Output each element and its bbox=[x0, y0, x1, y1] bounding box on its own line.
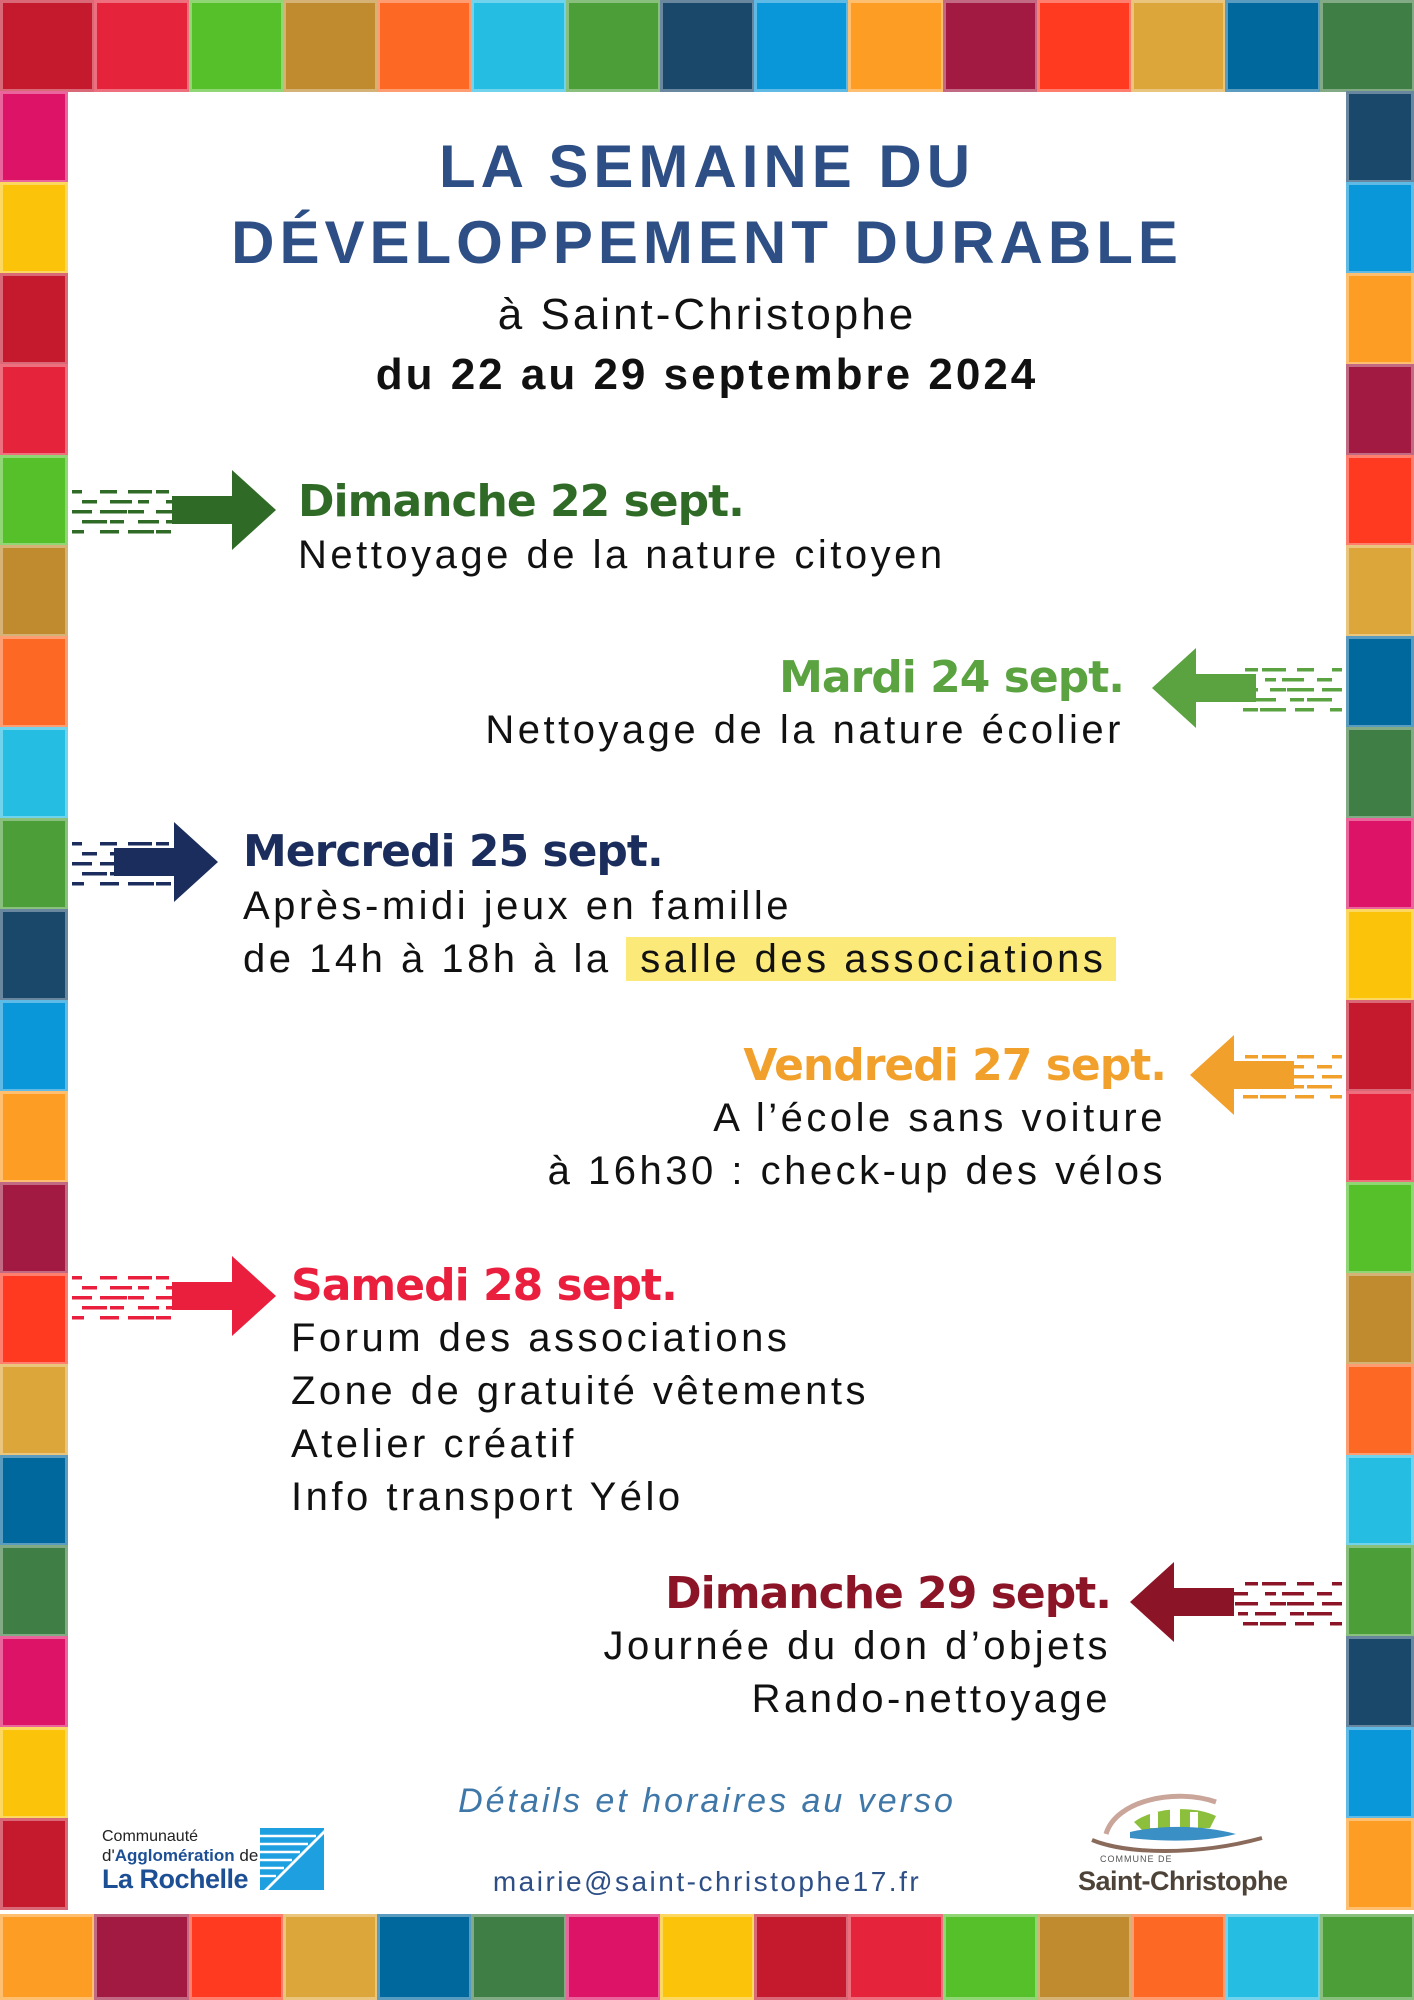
border-tile bbox=[1346, 727, 1414, 819]
event-day: Mercredi 25 sept. bbox=[243, 826, 663, 877]
event-line: à 16h30 : check-up des vélos bbox=[547, 1149, 1166, 1193]
event-line bbox=[243, 933, 1116, 986]
location-subtitle: à Saint-Christophe bbox=[497, 290, 917, 339]
border-tile bbox=[1346, 1091, 1414, 1183]
date-range: du 22 au 29 septembre 2024 bbox=[375, 350, 1039, 399]
border-tile bbox=[189, 0, 284, 92]
border-tile bbox=[1346, 818, 1414, 910]
agglomeration-emblem-icon bbox=[260, 1828, 324, 1890]
left-arrow-icon bbox=[1130, 1562, 1346, 1642]
border-tile bbox=[1131, 0, 1226, 92]
border-tile bbox=[0, 91, 68, 183]
border-tile bbox=[1346, 909, 1414, 1001]
event-description bbox=[298, 529, 946, 582]
border-tile bbox=[0, 1818, 68, 1910]
commune-name: Saint-Christophe bbox=[1078, 1866, 1288, 1896]
event-line: Rando-nettoyage bbox=[751, 1677, 1111, 1721]
border-tile bbox=[1346, 1636, 1414, 1728]
title-line-2: DÉVELOPPEMENT DURABLE bbox=[231, 209, 1183, 276]
border-tile bbox=[1225, 1914, 1320, 2000]
border-tile bbox=[0, 1182, 68, 1274]
event-line: Nettoyage de la nature écolier bbox=[485, 708, 1124, 752]
event-day: Samedi 28 sept. bbox=[291, 1260, 677, 1311]
border-tile bbox=[1131, 1914, 1226, 2000]
border-tile bbox=[0, 1000, 68, 1092]
border-tile bbox=[1320, 1914, 1414, 2000]
border-tile bbox=[1346, 545, 1414, 637]
border-tile bbox=[1346, 182, 1414, 274]
border-tile bbox=[0, 0, 95, 92]
border-tile bbox=[754, 0, 849, 92]
border-tile bbox=[0, 1455, 68, 1547]
border-tile bbox=[1320, 0, 1414, 92]
border-tile bbox=[1225, 0, 1320, 92]
border-tile bbox=[1346, 1727, 1414, 1819]
border-tile bbox=[0, 1636, 68, 1728]
event-line: Après-midi jeux en famille bbox=[243, 884, 792, 928]
border-tile bbox=[0, 1914, 95, 2000]
commune-label: COMMUNE DE bbox=[1100, 1854, 1173, 1864]
border-tile bbox=[943, 0, 1038, 92]
highlighted-venue: salle des associations bbox=[626, 937, 1116, 981]
border-tile bbox=[0, 727, 68, 819]
border-tile bbox=[0, 182, 68, 274]
event-line-prefix: de 14h à 18h à la bbox=[243, 937, 612, 981]
border-tile bbox=[1346, 1818, 1414, 1910]
border-tile bbox=[566, 1914, 661, 2000]
event-line: Journée du don d’objets bbox=[603, 1624, 1111, 1668]
border-tile bbox=[660, 0, 755, 92]
border-tile bbox=[1037, 1914, 1132, 2000]
border-tile bbox=[754, 1914, 849, 2000]
right-arrow-icon bbox=[68, 1256, 276, 1336]
border-tile bbox=[0, 1364, 68, 1456]
logo-text-line: La Rochelle bbox=[102, 1864, 249, 1894]
agglomeration-la-rochelle-logo bbox=[102, 1828, 362, 1908]
event-line: Forum des associations bbox=[291, 1316, 791, 1360]
event-description bbox=[604, 1620, 1112, 1726]
border-tile bbox=[1346, 636, 1414, 728]
contact-email[interactable]: mairie@saint-christophe17.fr bbox=[492, 1866, 922, 1897]
border-tile bbox=[94, 1914, 189, 2000]
border-tile bbox=[1346, 364, 1414, 456]
border-tile bbox=[566, 0, 661, 92]
event-description bbox=[291, 1312, 869, 1524]
border-tile bbox=[0, 455, 68, 547]
saint-christophe-commune-logo bbox=[1076, 1782, 1316, 1902]
event-line: Atelier créatif bbox=[291, 1422, 577, 1466]
border-tile bbox=[1346, 1455, 1414, 1547]
border-tile bbox=[1346, 1182, 1414, 1274]
border-tile bbox=[1346, 273, 1414, 365]
border-tile bbox=[0, 545, 68, 637]
logo-text-line: Communauté bbox=[102, 1828, 199, 1845]
left-arrow-icon bbox=[1152, 648, 1346, 728]
border-tile bbox=[0, 273, 68, 365]
details-note: Détails et horaires au verso bbox=[458, 1782, 956, 1820]
event-day: Mardi 24 sept. bbox=[779, 652, 1124, 703]
border-tile bbox=[660, 1914, 755, 2000]
border-tile bbox=[283, 1914, 378, 2000]
border-tile bbox=[1346, 1000, 1414, 1092]
event-day: Dimanche 29 sept. bbox=[665, 1568, 1111, 1619]
border-tile bbox=[1346, 1545, 1414, 1637]
event-line: Zone de gratuité vêtements bbox=[291, 1369, 869, 1413]
border-tile bbox=[0, 818, 68, 910]
event-day: Vendredi 27 sept. bbox=[743, 1040, 1166, 1091]
event-day: Dimanche 22 sept. bbox=[298, 476, 744, 527]
border-tile bbox=[471, 0, 566, 92]
event-line: A l’école sans voiture bbox=[713, 1096, 1166, 1140]
event-line: Info transport Yélo bbox=[291, 1475, 684, 1519]
border-tile bbox=[0, 636, 68, 728]
border-tile bbox=[848, 1914, 943, 2000]
title-line-1: LA SEMAINE DU bbox=[438, 133, 976, 200]
event-description bbox=[485, 704, 1124, 757]
event-line: Nettoyage de la nature citoyen bbox=[298, 533, 946, 577]
border-tile bbox=[1346, 1273, 1414, 1365]
event-description bbox=[548, 1092, 1166, 1198]
border-tile bbox=[0, 1091, 68, 1183]
poster-page bbox=[68, 92, 1346, 1914]
event-description bbox=[243, 880, 1116, 986]
border-tile bbox=[377, 1914, 472, 2000]
border-tile bbox=[471, 1914, 566, 2000]
border-tile bbox=[1037, 0, 1132, 92]
logo-text-line: d'Agglomération de bbox=[102, 1846, 259, 1865]
commune-emblem-icon bbox=[1086, 1782, 1266, 1860]
right-arrow-icon bbox=[68, 822, 218, 902]
border-tile bbox=[0, 364, 68, 456]
border-tile bbox=[943, 1914, 1038, 2000]
border-tile bbox=[0, 1545, 68, 1637]
border-tile bbox=[283, 0, 378, 92]
border-tile bbox=[1346, 1364, 1414, 1456]
border-tile bbox=[1346, 455, 1414, 547]
border-tile bbox=[848, 0, 943, 92]
border-tile bbox=[189, 1914, 284, 2000]
border-tile bbox=[0, 909, 68, 1001]
border-tile bbox=[0, 1727, 68, 1819]
border-tile bbox=[1346, 91, 1414, 183]
border-tile bbox=[94, 0, 189, 92]
right-arrow-icon bbox=[68, 470, 276, 550]
border-tile bbox=[0, 1273, 68, 1365]
left-arrow-icon bbox=[1190, 1035, 1346, 1115]
border-tile bbox=[377, 0, 472, 92]
